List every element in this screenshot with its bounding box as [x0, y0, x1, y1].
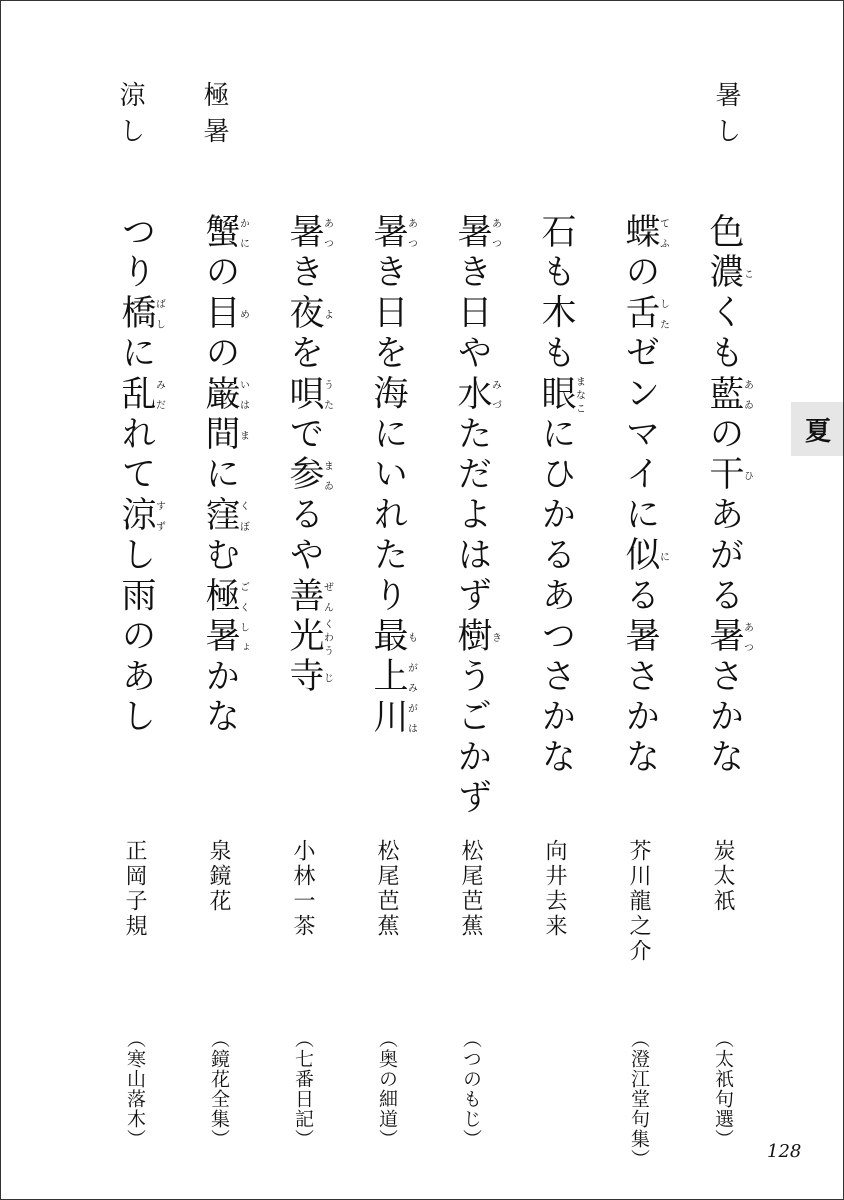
kanji: 似: [620, 536, 660, 577]
poem-char: い: [368, 455, 408, 496]
poem-char: に: [620, 495, 660, 537]
furigana: くぼ: [237, 495, 249, 537]
furigana: がみ: [405, 657, 417, 698]
poem-char: つ: [116, 213, 156, 254]
ruby-char: [368, 697, 417, 739]
ruby-char: [284, 657, 333, 698]
ruby-char: [116, 495, 165, 537]
ruby-char: [620, 213, 669, 254]
furigana: みだ: [153, 374, 165, 416]
kanji: 藍: [704, 374, 744, 416]
poem-char: 日: [368, 293, 408, 335]
poem-char: を: [368, 334, 408, 375]
ruby-char: [284, 455, 333, 496]
poem-char: 石: [536, 213, 576, 254]
kanji: 水: [452, 374, 492, 416]
furigana: まゐ: [321, 455, 333, 496]
page-number: 128: [767, 1141, 802, 1162]
poem-char: た: [368, 536, 408, 577]
poem-char: な: [536, 738, 576, 779]
poem-char: る: [284, 495, 324, 537]
ruby-char: [200, 495, 249, 537]
ruby-char: [536, 374, 585, 416]
poem-char: む: [200, 536, 240, 577]
author-3: 向井去来: [542, 839, 567, 939]
kigo-heading-gokusho: 極暑: [199, 81, 229, 153]
haiku-8: [118, 213, 164, 738]
ruby-char: [368, 617, 417, 658]
haiku-3: [538, 213, 584, 779]
ruby-char: [452, 213, 501, 254]
haiku-6: [286, 213, 332, 698]
poem-char: 雨: [116, 576, 156, 618]
furigana: ごく: [237, 576, 249, 618]
furigana: みづ: [489, 374, 501, 416]
kanji: 唄: [284, 374, 324, 416]
poem-char: に: [200, 455, 240, 496]
ruby-char: [284, 213, 333, 254]
kanji: 暑: [704, 617, 744, 658]
kanji: 涼: [116, 495, 156, 537]
ruby-char: [200, 374, 249, 416]
kanji: 眼: [536, 374, 576, 416]
poem-char: も: [536, 334, 576, 375]
season-tab: 夏: [791, 402, 844, 456]
furigana: も: [405, 617, 417, 658]
poem-char: の: [620, 253, 660, 294]
furigana: じ: [321, 657, 333, 698]
poem-char: か: [620, 697, 660, 739]
ruby-char: [452, 617, 501, 658]
haiku-1: [706, 213, 752, 779]
furigana: しょ: [237, 617, 249, 658]
kanji: 舌: [620, 293, 660, 335]
ruby-char: [200, 213, 249, 254]
furigana: ばし: [153, 293, 165, 335]
poem-char: さ: [704, 657, 744, 698]
poem-char: 色: [704, 213, 744, 254]
furigana: がは: [405, 697, 417, 739]
furigana: ひ: [741, 455, 753, 496]
furigana: あつ: [405, 213, 417, 254]
furigana: あつ: [489, 213, 501, 254]
poem-char: に: [116, 334, 156, 375]
ruby-char: [368, 213, 417, 254]
kanji: 樹: [452, 617, 492, 658]
haiku-4: [454, 213, 500, 819]
ruby-char: [284, 293, 333, 335]
furigana: くわう: [321, 617, 333, 658]
poem-char: て: [116, 455, 156, 496]
poem-char: し: [116, 697, 156, 739]
poem-char: を: [284, 334, 324, 375]
kanji: 窪: [200, 495, 240, 537]
furigana: あつ: [741, 617, 753, 658]
kanji: 寺: [284, 657, 324, 698]
poem-char: や: [284, 536, 324, 577]
poem-char: マ: [620, 415, 660, 456]
poem-char: あ: [536, 576, 576, 618]
poem-char: 日: [452, 293, 492, 335]
poem-char: の: [704, 415, 744, 456]
haiku-7: [202, 213, 248, 738]
kanji: 夜: [284, 293, 324, 335]
poem-char: や: [452, 334, 492, 375]
furigana: いは: [237, 374, 249, 416]
kigo-heading-atsushi: 暑し: [711, 81, 741, 153]
poem-char: れ: [368, 495, 408, 537]
ruby-char: [452, 374, 501, 416]
furigana: した: [657, 293, 669, 335]
poem-char: の: [116, 617, 156, 658]
poem-char: り: [116, 253, 156, 294]
poem-char: た: [452, 415, 492, 456]
poem-char: に: [368, 415, 408, 456]
poem-char: つ: [536, 617, 576, 658]
kanji: 光: [284, 617, 324, 658]
poem-char: き: [452, 253, 492, 294]
kanji: 上: [368, 657, 408, 698]
ruby-char: [284, 374, 333, 416]
poem-char: イ: [620, 455, 660, 496]
source-8: （寒山落木）: [124, 1029, 146, 1149]
furigana: ぜん: [321, 576, 333, 618]
kanji: 極: [200, 576, 240, 618]
poem-char: く: [704, 293, 744, 335]
kanji: 間: [200, 415, 240, 456]
poem-char: ン: [620, 374, 660, 416]
kanji: 目: [200, 293, 240, 335]
poem-char: 暑: [620, 617, 660, 658]
poem-char: よ: [452, 495, 492, 537]
ruby-char: [704, 253, 753, 294]
poem-char: る: [536, 536, 576, 577]
ruby-char: [368, 657, 417, 698]
poem-char: あ: [116, 657, 156, 698]
poem-char: な: [620, 738, 660, 779]
author-2: 芥川龍之介: [626, 839, 651, 964]
kanji: 暑: [200, 617, 240, 658]
author-4: 松尾芭蕉: [458, 839, 483, 939]
ruby-char: [116, 374, 165, 416]
source-5: （奥の細道）: [376, 1029, 398, 1149]
poem-char: の: [200, 334, 240, 375]
furigana: てふ: [657, 213, 669, 254]
ruby-char: [704, 617, 753, 658]
furigana: まなこ: [573, 374, 585, 416]
poem-char: か: [536, 697, 576, 739]
kanji: 川: [368, 697, 408, 739]
poem-char: り: [368, 576, 408, 618]
source-1: （太祇句選）: [712, 1029, 734, 1149]
kanji: 干: [704, 455, 744, 496]
kanji: 巌: [200, 374, 240, 416]
author-8: 正岡子規: [122, 839, 147, 939]
furigana: すず: [153, 495, 165, 537]
furigana: き: [489, 617, 501, 658]
poem-char: ず: [452, 778, 492, 820]
furigana: ま: [237, 415, 249, 456]
kanji: 暑: [284, 213, 324, 254]
poem-char: ゼ: [620, 334, 660, 375]
kanji: 橋: [116, 293, 156, 335]
kanji: 乱: [116, 374, 156, 416]
poem-char: る: [620, 576, 660, 618]
kanji: 蝶: [620, 213, 660, 254]
kigo-heading-suzushi: 涼し: [115, 81, 145, 153]
poem-char: う: [452, 657, 492, 698]
ruby-char: [116, 293, 165, 335]
furigana: あつ: [321, 213, 333, 254]
poem-char: な: [704, 738, 744, 779]
ruby-char: [200, 617, 249, 658]
furigana: うた: [321, 374, 333, 416]
poem-char: は: [452, 536, 492, 577]
ruby-char: [284, 617, 333, 658]
poem-char: 木: [536, 293, 576, 335]
poem-char: き: [368, 253, 408, 294]
poem-char: き: [284, 253, 324, 294]
kanji: 参: [284, 455, 324, 496]
ruby-char: [200, 293, 249, 335]
ruby-char: [200, 415, 249, 456]
poem-char: ひ: [536, 455, 576, 496]
poem-char: さ: [620, 657, 660, 698]
poem-char: が: [704, 536, 744, 577]
furigana: あゐ: [741, 374, 753, 416]
ruby-char: [284, 576, 333, 618]
poem-char: か: [536, 495, 576, 537]
poem-char: で: [284, 415, 324, 456]
furigana: め: [237, 293, 249, 335]
poem-char: も: [704, 334, 744, 375]
poem-char: ご: [452, 697, 492, 739]
furigana: に: [657, 536, 669, 577]
poem-char: る: [704, 576, 744, 618]
poem-char: さ: [536, 657, 576, 698]
kanji: 暑: [452, 213, 492, 254]
source-6: （七番日記）: [292, 1029, 314, 1149]
kanji: 暑: [368, 213, 408, 254]
author-6: 小林一茶: [290, 839, 315, 939]
haiku-2: [622, 213, 668, 779]
poem-char: に: [536, 415, 576, 456]
ruby-char: [620, 536, 669, 577]
poem-char: も: [536, 253, 576, 294]
furigana: かに: [237, 213, 249, 254]
author-7: 泉鏡花: [206, 839, 231, 914]
ruby-char: [704, 374, 753, 416]
author-5: 松尾芭蕉: [374, 839, 399, 939]
poem-char: れ: [116, 415, 156, 456]
poem-char: ず: [452, 576, 492, 618]
poem-char: か: [452, 738, 492, 779]
kanji: 濃: [704, 253, 744, 294]
poem-char: し: [116, 536, 156, 577]
ruby-char: [620, 293, 669, 335]
poem-char: な: [200, 697, 240, 739]
poem-char: あ: [704, 495, 744, 537]
author-1: 炭太祇: [710, 839, 735, 914]
source-4: （つのもじ）: [460, 1029, 482, 1149]
ruby-char: [200, 576, 249, 618]
kanji: 善: [284, 576, 324, 618]
kanji: 最: [368, 617, 408, 658]
ruby-char: [704, 455, 753, 496]
poem-char: か: [704, 697, 744, 739]
poem-char: だ: [452, 455, 492, 496]
kanji: 蟹: [200, 213, 240, 254]
poem-char: 海: [368, 374, 408, 416]
source-2: （澄江堂句集）: [628, 1029, 650, 1169]
furigana: こ: [741, 253, 753, 294]
poem-char: か: [200, 657, 240, 698]
haiku-5: [370, 213, 416, 738]
poem-char: の: [200, 253, 240, 294]
source-7: （鏡花全集）: [208, 1029, 230, 1149]
furigana: よ: [321, 293, 333, 335]
